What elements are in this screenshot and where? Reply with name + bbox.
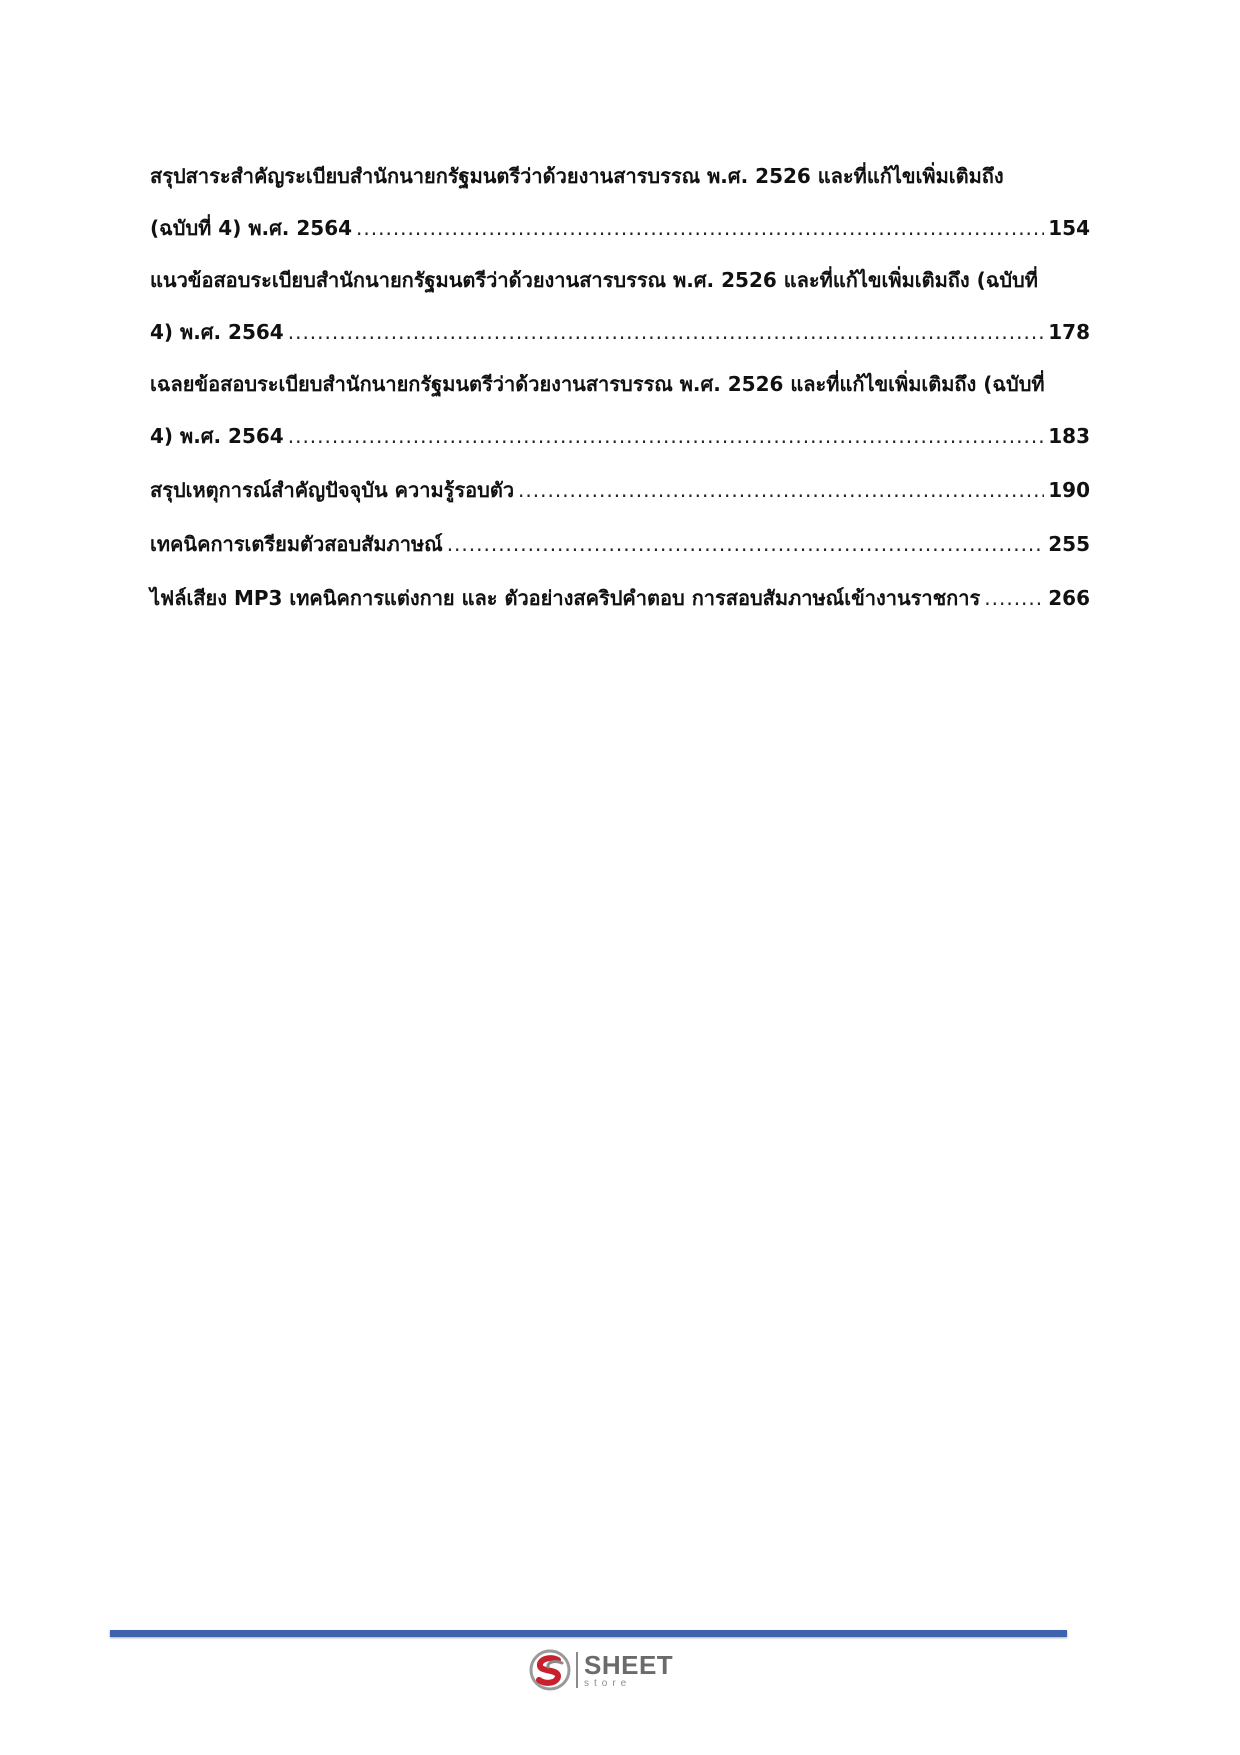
toc-page-number: 183 (1048, 424, 1090, 448)
toc-entry-title-line2: 4) พ.ศ. 2564 (150, 320, 284, 344)
logo-text (584, 1649, 674, 1689)
toc-entry[interactable] (150, 150, 1090, 254)
logo-word: SHEET (584, 1649, 674, 1680)
toc-entry[interactable] (150, 518, 1090, 570)
dot-leader (984, 572, 1044, 624)
dot-leader (288, 410, 1045, 462)
toc-entry-title: สรุปเหตุการณ์สำคัญปัจจุบัน ความรู้รอบตัว (150, 478, 515, 502)
toc-page-number: 255 (1048, 532, 1090, 556)
sheet-store-s-logo-icon (528, 1648, 572, 1692)
toc-entry-title-line2: 4) พ.ศ. 2564 (150, 424, 284, 448)
dot-leader (288, 306, 1045, 358)
logo-subtitle: store (584, 1677, 632, 1689)
toc-page-number: 178 (1048, 320, 1090, 344)
sheet-store-logo (528, 1648, 673, 1692)
toc-page-number: 154 (1048, 216, 1090, 240)
toc-page-number: 190 (1048, 478, 1090, 502)
toc-entry-title: เทคนิคการเตรียมตัวสอบสัมภาษณ์ (150, 532, 443, 556)
toc-entry-title: ไฟล์เสียง MP3 เทคนิคการแต่งกาย และ ตัวอย่างสคริปคำตอบ การสอบสัมภาษณ์เข้างานราชการ (150, 586, 981, 610)
logo-divider (576, 1652, 578, 1688)
toc-entry-title-line1: สรุปสาระสำคัญระเบียบสำนักนายกรัฐมนตรีว่าด้วยงานสารบรรณ พ.ศ. 2526 และที่แก้ไขเพิ่มเติมถึง (150, 164, 1004, 188)
toc-entry[interactable] (150, 464, 1090, 516)
toc-entry[interactable] (150, 358, 1090, 462)
toc-entry-title-line1: แนวข้อสอบระเบียบสำนักนายกรัฐมนตรีว่าด้วยงานสารบรรณ พ.ศ. 2526 และที่แก้ไขเพิ่มเติมถึง (ฉบับที่ (150, 268, 1038, 292)
dot-leader (518, 464, 1044, 516)
toc-entry-title-line2: (ฉบับที่ 4) พ.ศ. 2564 (150, 216, 353, 240)
toc-entry[interactable] (150, 572, 1090, 624)
dot-leader (356, 202, 1044, 254)
footer-divider (110, 1630, 1067, 1637)
toc-page-number: 266 (1048, 586, 1090, 610)
dot-leader (447, 518, 1045, 570)
toc-entry[interactable] (150, 254, 1090, 358)
table-of-contents (150, 150, 1090, 624)
toc-entry-title-line1: เฉลยข้อสอบระเบียบสำนักนายกรัฐมนตรีว่าด้วยงานสารบรรณ พ.ศ. 2526 และที่แก้ไขเพิ่มเติมถึง (ฉบับที่ (150, 372, 1045, 396)
